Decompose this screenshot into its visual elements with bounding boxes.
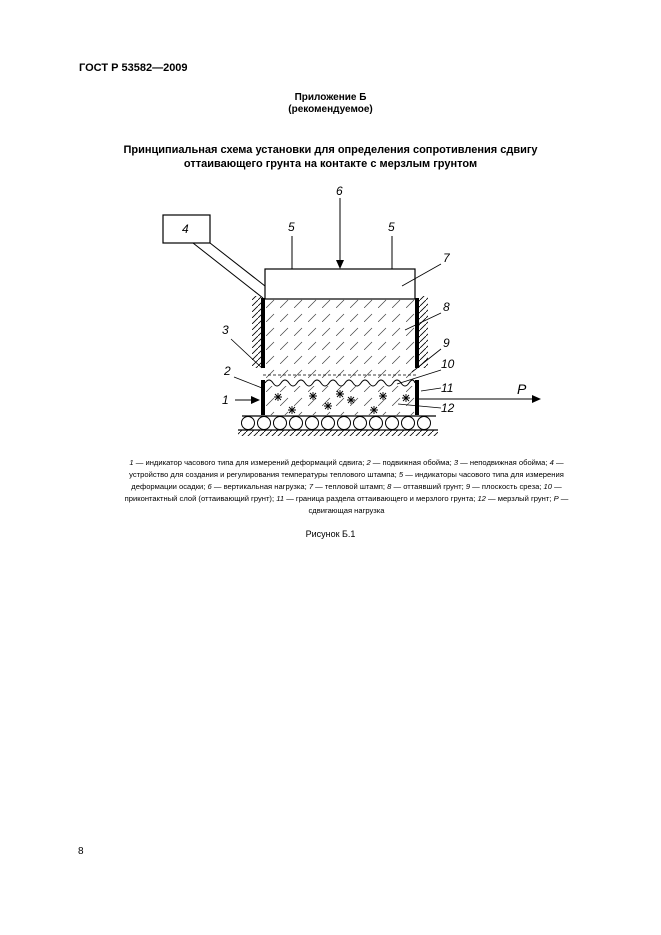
figure-title (100, 143, 561, 171)
snowflake-mark (274, 393, 282, 401)
controller-cable-lower (193, 243, 263, 298)
snowflake-mark (324, 402, 332, 410)
snowflake-mark (288, 406, 296, 414)
legend-item-text: тепловой штамп; (324, 482, 386, 491)
legend-item-text: граница раздела оттаивающего и мерзлого грунта; (295, 494, 476, 503)
legend-item-number: 3 (453, 458, 459, 467)
document-code: ГОСТ Р 53582—2009 (79, 62, 188, 74)
roller (418, 417, 431, 430)
legend-item: 2 — подвижная обойма; (366, 458, 452, 467)
legend-item: 5 — индикаторы часового типа для измерения деформации осадки; (131, 470, 564, 491)
legend-item-number: 11 (276, 494, 285, 503)
roller (306, 417, 319, 430)
callout-11: 11 (441, 381, 454, 395)
apparatus-diagram (150, 180, 550, 442)
callout-8: 8 (443, 300, 450, 314)
legend-item-number: 9 (465, 482, 471, 491)
snowflake-mark (402, 394, 410, 402)
legend-item-text: устройство для создания и регулирования температуры теплового штампа; (129, 470, 397, 479)
callout-10: 10 (441, 357, 455, 371)
force-label-p: P (517, 381, 527, 397)
fixed-ring-right-wall (415, 298, 419, 368)
legend-item-number: 4 (549, 458, 554, 467)
legend-item-text: подвижная обойма; (382, 458, 452, 467)
rollers (242, 417, 431, 430)
callout-3: 3 (222, 323, 229, 337)
roller (242, 417, 255, 430)
figure-legend (118, 457, 575, 517)
legend-item-text: оттаявший грунт; (403, 482, 464, 491)
legend-item-text: приконтактный слой (оттаивающий грунт); (124, 494, 275, 503)
legend-item: 9 — плоскость среза; (465, 482, 542, 491)
legend-item-number: P (553, 494, 559, 503)
callout-4: 4 (182, 222, 189, 236)
snowflake-mark (379, 392, 387, 400)
legend-item-number: 10 (543, 482, 552, 491)
legend-item-number: 6 (207, 482, 212, 491)
controller-cable-upper (210, 243, 265, 286)
figure-caption: Рисунок Б.1 (305, 529, 356, 539)
movable-ring-right-wall (415, 380, 419, 415)
legend-item-text: индикаторы часового типа для измерения деформации осадки; (131, 470, 564, 491)
appendix-status: (рекомендуемое) (288, 104, 373, 115)
callout-12: 12 (441, 401, 455, 415)
roller (402, 417, 415, 430)
legend-item-text: сдвигающая нагрузка (308, 506, 385, 515)
roller (274, 417, 287, 430)
figure-title-line-1: Принципиальная схема установки для определения сопротивления сдвигу (123, 144, 538, 156)
snowflake-mark (370, 406, 378, 414)
legend-item-text: плоскость среза; (481, 482, 542, 491)
legend-item-text: мерзлый грунт; (497, 494, 552, 503)
legend-item-number: 2 (366, 458, 371, 467)
legend-item-number: 1 (129, 458, 134, 467)
callout-5-right: 5 (388, 220, 395, 234)
legend-item-text: вертикальная нагрузка; (223, 482, 307, 491)
leader-line-2 (234, 377, 262, 388)
appendix-title: Приложение Б (294, 92, 367, 103)
leader-line-11 (421, 388, 441, 391)
legend-item: 4 — устройство для создания и регулирования температуры теплового штампа; (129, 458, 564, 479)
roller (354, 417, 367, 430)
legend-item: 7 — тепловой штамп; (308, 482, 386, 491)
legend-item: 11 — граница раздела оттаивающего и мерзлого грунта; (276, 494, 476, 503)
legend-item-number: 12 (477, 494, 486, 503)
heat-stamp (265, 269, 415, 299)
roller (290, 417, 303, 430)
callout-6: 6 (336, 184, 343, 198)
legend-item: 8 — оттаявший грунт; (387, 482, 464, 491)
callout-1: 1 (222, 393, 229, 407)
figure-title-line-2: оттаивающего грунта на контакте с мерзлым грунтом (183, 158, 478, 170)
movable-ring-left-wall (261, 380, 265, 415)
roller (338, 417, 351, 430)
callout-9: 9 (443, 336, 450, 350)
callout-2: 2 (224, 364, 231, 378)
fixed-ring-left-wall (261, 298, 265, 368)
legend-item: 1 — индикатор часового типа для измерений деформаций сдвига; (129, 458, 365, 467)
legend-item-number: 7 (308, 482, 314, 491)
legend-item: 6 — вертикальная нагрузка; (207, 482, 307, 491)
page-number: 8 (78, 846, 84, 857)
roller (386, 417, 399, 430)
legend-item: 10 — приконтактный слой (оттаивающий грунт); (124, 482, 562, 503)
roller (370, 417, 383, 430)
snowflake-mark (336, 390, 344, 398)
contact-layer-boundary (265, 380, 415, 386)
snowflake-mark (347, 396, 355, 404)
legend-item-text: неподвижная обойма; (469, 458, 548, 467)
legend-item: P — сдвигающая нагрузка (308, 494, 569, 515)
roller (258, 417, 271, 430)
callout-7: 7 (443, 251, 450, 265)
legend-item-text: индикатор часового типа для измерений деформаций сдвига; (145, 458, 365, 467)
legend-item: 3 — неподвижная обойма; (453, 458, 548, 467)
snowflake-mark (309, 392, 317, 400)
wall-hatch-left (252, 296, 261, 368)
legend-item: 12 — мерзлый грунт; (477, 494, 552, 503)
wall-hatch-right (419, 296, 428, 368)
ground-hatch (238, 430, 438, 436)
legend-item-number: 8 (387, 482, 392, 491)
roller (322, 417, 335, 430)
thawed-soil (265, 299, 415, 380)
legend-item-number: 5 (398, 470, 404, 479)
callout-5-left: 5 (288, 220, 295, 234)
